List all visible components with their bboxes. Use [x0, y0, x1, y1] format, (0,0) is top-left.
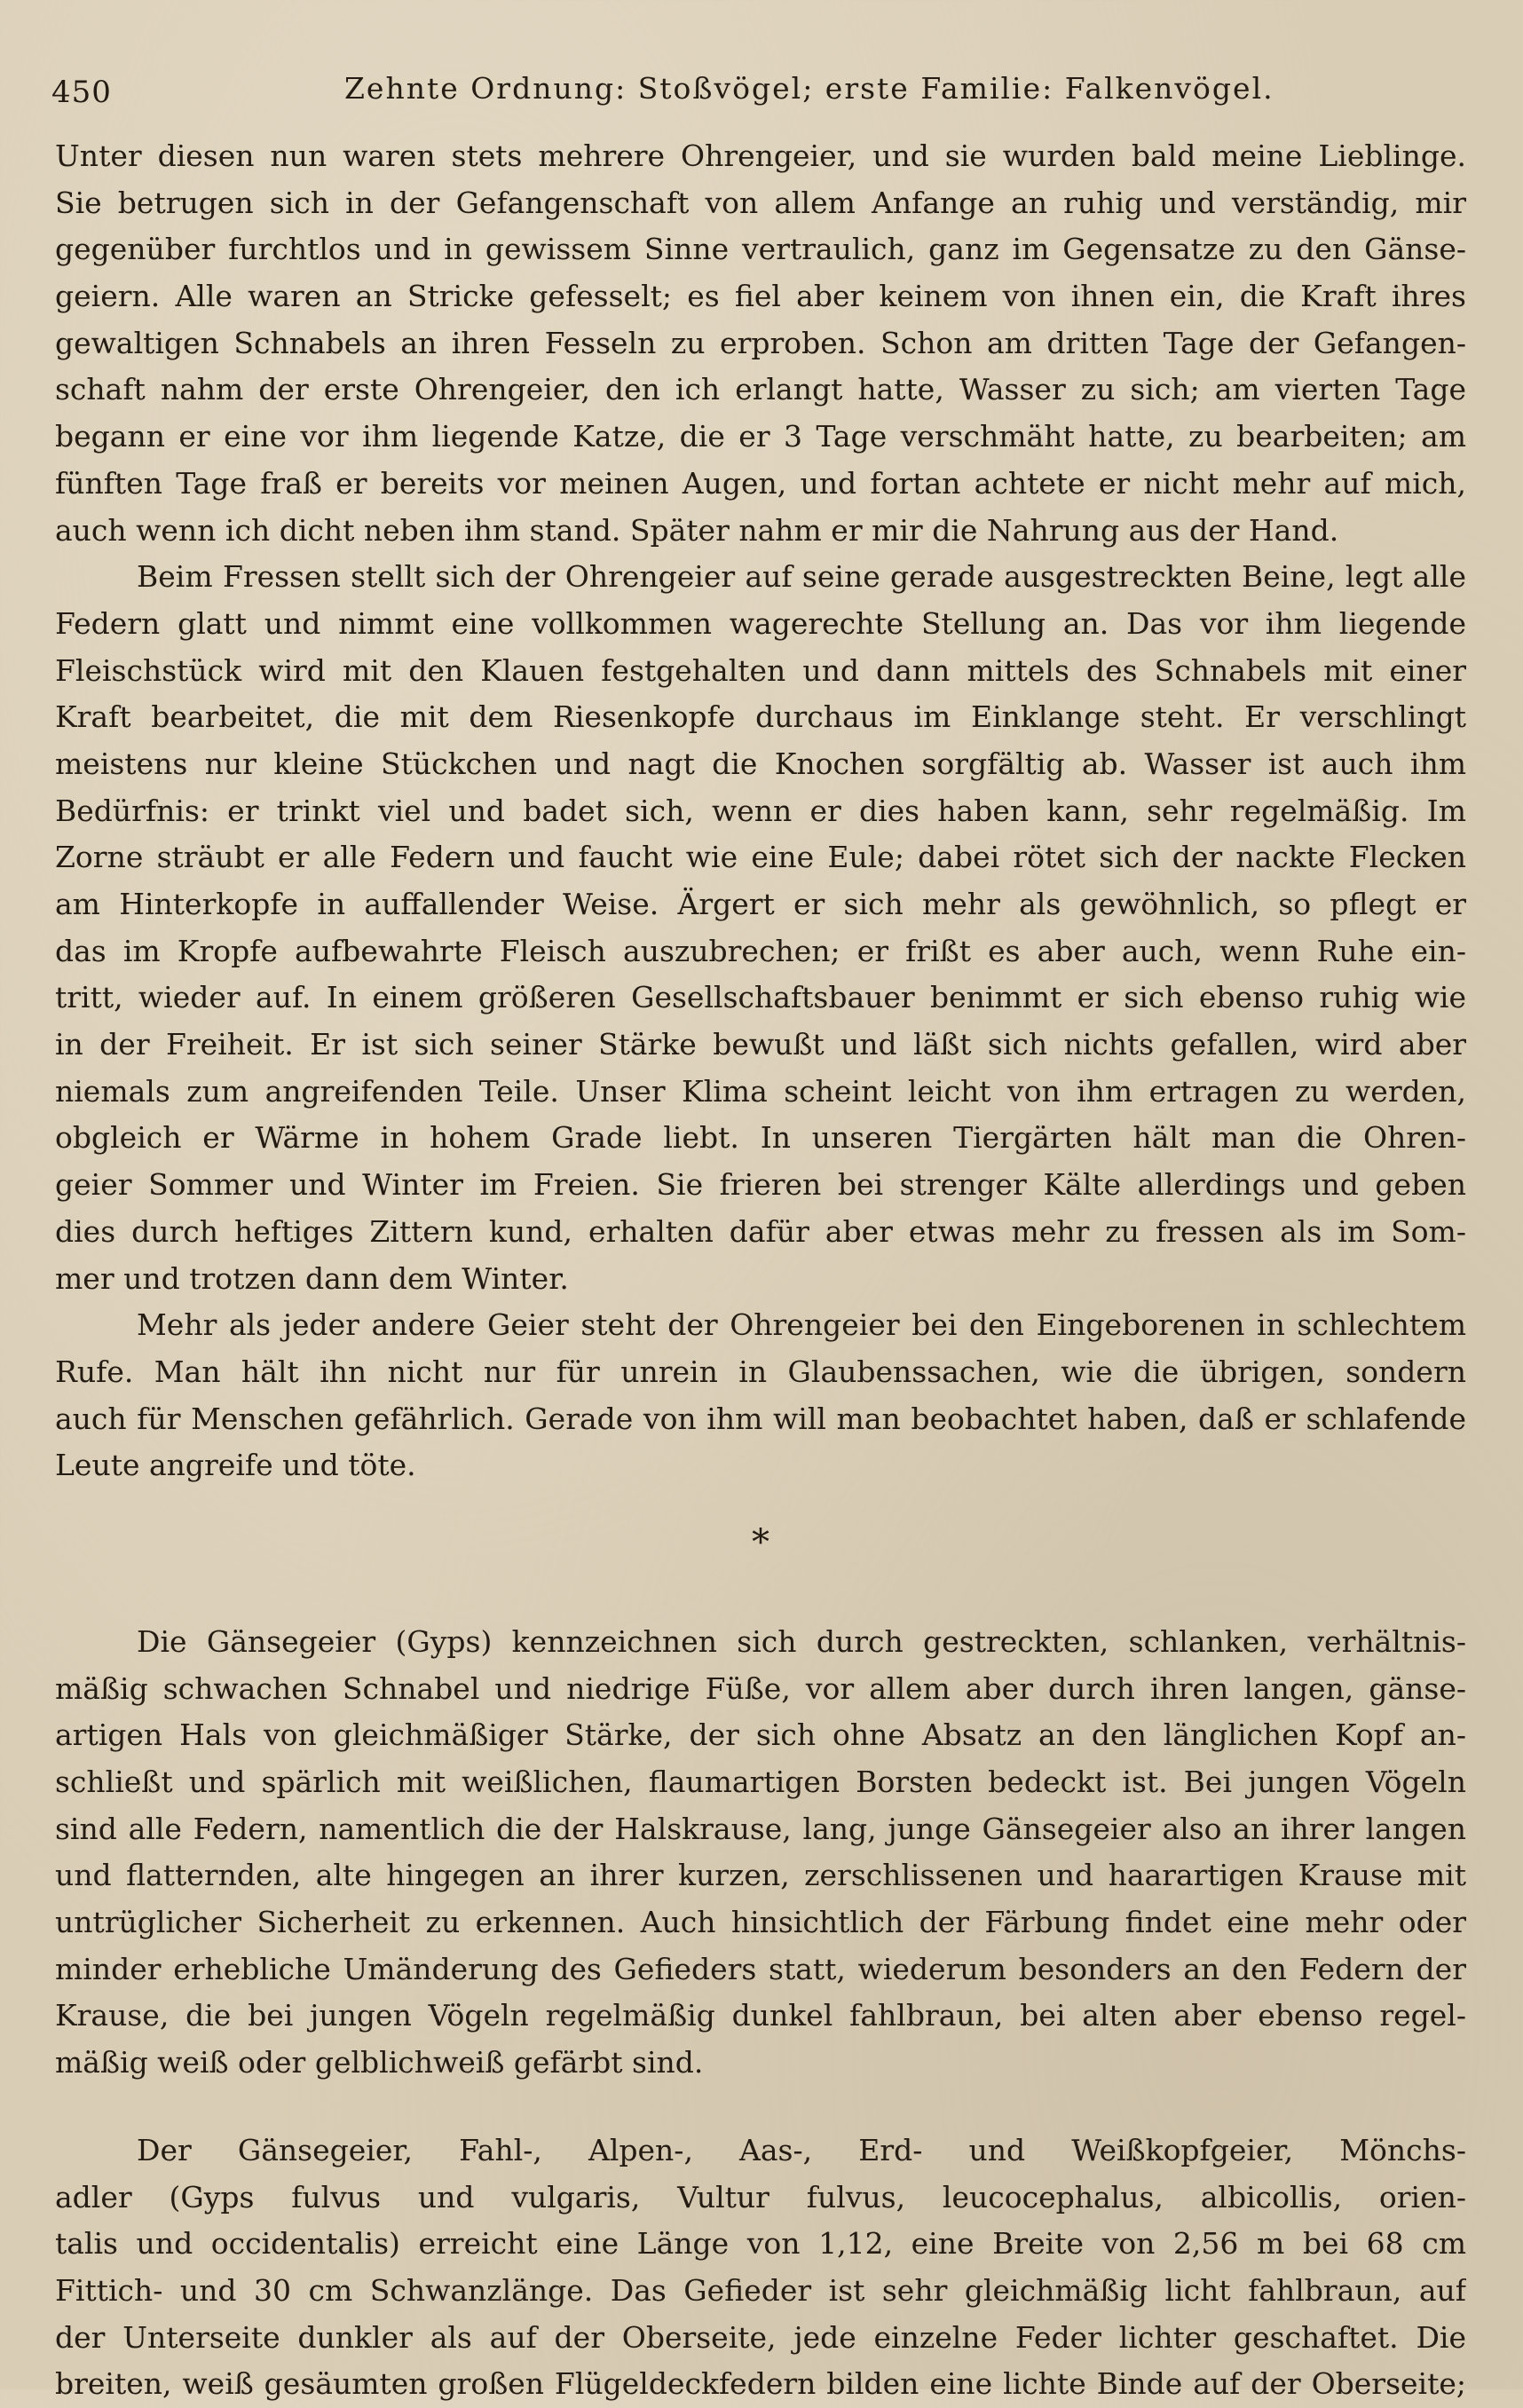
text-line: auch wenn ich dicht neben ihm stand. Später nahm er mir die Nahrung aus der Hand.: [55, 512, 1339, 548]
text-line: Mehr als jeder andere Geier steht der Ohrengeier bei den Eingeborenen in schlechtem: [137, 1307, 1466, 1343]
text-line: und flatternden, alte hingegen an ihrer kurzen, zerschlissenen und haarartigen Krause mit: [55, 1858, 1466, 1893]
text-line: untrüglicher Sicherheit zu erkennen. Auch hinsichtlich der Färbung findet eine mehr oder: [55, 1905, 1466, 1940]
text-line: der Unterseite dunkler als auf der Oberseite, jede einzelne Feder lichter geschaftet. Die: [55, 2319, 1466, 2355]
text-line: fünften Tage fraß er bereits vor meinen Augen, und fortan achtete er nicht mehr auf mich,: [55, 465, 1466, 501]
text-line: minder erhebliche Umänderung des Gefieders statt, wiederum besonders an den Federn der: [55, 1951, 1466, 1986]
text-line: schaft nahm der erste Ohrengeier, den ich erlangt hatte, Wasser zu sich; am vierten Tage: [55, 372, 1466, 407]
text-line: Bedürfnis: er trinkt viel und badet sich, wenn er dies haben kann, sehr regelmäßig. Im: [55, 793, 1466, 828]
text-line: Zorne sträubt er alle Federn und faucht wie eine Eule; dabei rötet sich der nackte Flecken: [55, 840, 1466, 875]
paragraph: [55, 1619, 1466, 2087]
text-line: Der Gänsegeier, Fahl-, Alpen-, Aas-, Erd- und Weißkopfgeier, Mönchs-: [137, 2132, 1466, 2167]
text-line: das im Kropfe aufbewahrte Fleisch auszubrechen; er frißt es aber auch, wenn Ruhe ein-: [55, 933, 1466, 968]
text-line: mäßig weiß oder gelblichweiß gefärbt sind.: [55, 2045, 704, 2080]
paragraph: [55, 1302, 1466, 1489]
text-line: niemals zum angreifenden Teile. Unser Klima scheint leicht von ihm ertragen zu werden,: [55, 1073, 1466, 1109]
text-line: in der Freiheit. Er ist sich seiner Stärke bewußt und läßt sich nichts gefallen, wird aber: [55, 1027, 1466, 1062]
text-line: meistens nur kleine Stückchen und nagt die Knochen sorgfältig ab. Wasser ist auch ihm: [55, 746, 1466, 781]
text-line: dies durch heftiges Zittern kund, erhalten dafür aber etwas mehr zu fressen als im Som-: [55, 1213, 1466, 1249]
text-line: gewaltigen Schnabels an ihren Fesseln zu erproben. Schon am dritten Tage der Gefangen-: [55, 325, 1466, 360]
paragraph-gap: [55, 2087, 1466, 2128]
text-line: gegenüber furchtlos und in gewissem Sinne vertraulich, ganz im Gegensatze zu den Gänse-: [55, 232, 1466, 267]
text-line: am Hinterkopfe in auffallender Weise. Ärgert er sich mehr als gewöhnlich, so pflegt er: [55, 887, 1466, 921]
running-head: Zehnte Ordnung: Stoßvögel; erste Familie: Falkenvögel.: [344, 71, 1274, 106]
text-line: schließt und spärlich mit weißlichen, flaumartigen Borsten bedeckt ist. Bei jungen Vögeln: [55, 1765, 1466, 1799]
text-line: Unter diesen nun waren stets mehrere Ohrengeier, und sie wurden bald meine Lieblinge.: [55, 138, 1466, 173]
section-separator: *: [752, 1521, 769, 1563]
paragraph: [55, 554, 1466, 1302]
text-line: tritt, wieder auf. In einem größeren Gesellschaftsbauer benimmt er sich ebenso ruhig wie: [55, 980, 1466, 1015]
text-line: Fittich- und 30 cm Schwanzlänge. Das Gefieder ist sehr gleichmäßig licht fahlbraun, auf: [55, 2272, 1466, 2308]
text-line: Krause, die bei jungen Vögeln regelmäßig dunkel fahlbraun, bei alten aber ebenso regel-: [55, 1998, 1466, 2033]
text-line: talis und occidentalis) erreicht eine Länge von 1,12, eine Breite von 2,56 m bei 68 cm: [55, 2226, 1466, 2262]
body-text: [55, 133, 1466, 2408]
text-line: Beim Fressen stellt sich der Ohrengeier auf seine gerade ausgestreckten Beine, legt alle: [137, 559, 1466, 595]
paragraph: [55, 133, 1466, 554]
text-line: auch für Menschen gefährlich. Gerade von ihm will man beobachtet haben, daß er schlafende: [55, 1401, 1466, 1436]
text-line: geiern. Alle waren an Stricke gefesselt; es fiel aber keinem von ihnen ein, die Kraft ihres: [55, 279, 1466, 314]
page-number: 450: [51, 75, 112, 110]
text-line: obgleich er Wärme in hohem Grade liebt. In unseren Tiergärten hält man die Ohren-: [55, 1120, 1466, 1156]
text-line: geier Sommer und Winter im Freien. Sie frieren bei strenger Kälte allerdings und geben: [55, 1167, 1466, 1203]
text-line: adler (Gyps fulvus und vulgaris, Vultur fulvus, leucocephalus, albicollis, orien-: [55, 2179, 1466, 2215]
text-line: begann er eine vor ihm liegende Katze, die er 3 Tage verschmäht hatte, zu bearbeiten; am: [55, 419, 1466, 454]
page-header: [51, 71, 1472, 115]
text-line: Fleischstück wird mit den Klauen festgehalten und dann mittels des Schnabels mit einer: [55, 652, 1466, 688]
text-line: artigen Hals von gleichmäßiger Stärke, der sich ohne Absatz an den länglichen Kopf an-: [55, 1717, 1466, 1753]
text-line: Sie betrugen sich in der Gefangenschaft von allem Anfange an ruhig und verständig, mir: [55, 185, 1466, 220]
text-line: Rufe. Man hält ihn nicht nur für unrein in Glaubenssachen, wie die übrigen, sondern: [55, 1354, 1466, 1389]
text-line: Federn glatt und nimmt eine vollkommen wagerechte Stellung an. Das vor ihm liegende: [55, 605, 1466, 641]
text-line: Die Gänsegeier (Gyps) kennzeichnen sich durch gestreckten, schlanken, verhältnis-: [137, 1623, 1466, 1659]
paragraph: [55, 2128, 1466, 2408]
text-line: mäßig schwachen Schnabel und niedrige Füße, vor allem aber durch ihren langen, gänse-: [55, 1670, 1466, 1706]
text-line: Kraft bearbeitet, die mit dem Riesenkopfe durchaus im Einklange steht. Er verschlingt: [55, 699, 1466, 735]
text-line: Leute angreife und töte.: [55, 1448, 416, 1483]
text-line: sind alle Federn, namentlich die der Halskrause, lang, junge Gänsegeier also an ihrer langen: [55, 1811, 1466, 1846]
text-line: breiten, weiß gesäumten großen Flügeldeckfedern bilden eine lichte Binde auf der Oberseite;: [55, 2366, 1466, 2402]
text-line: mer und trotzen dann dem Winter.: [55, 1260, 569, 1296]
